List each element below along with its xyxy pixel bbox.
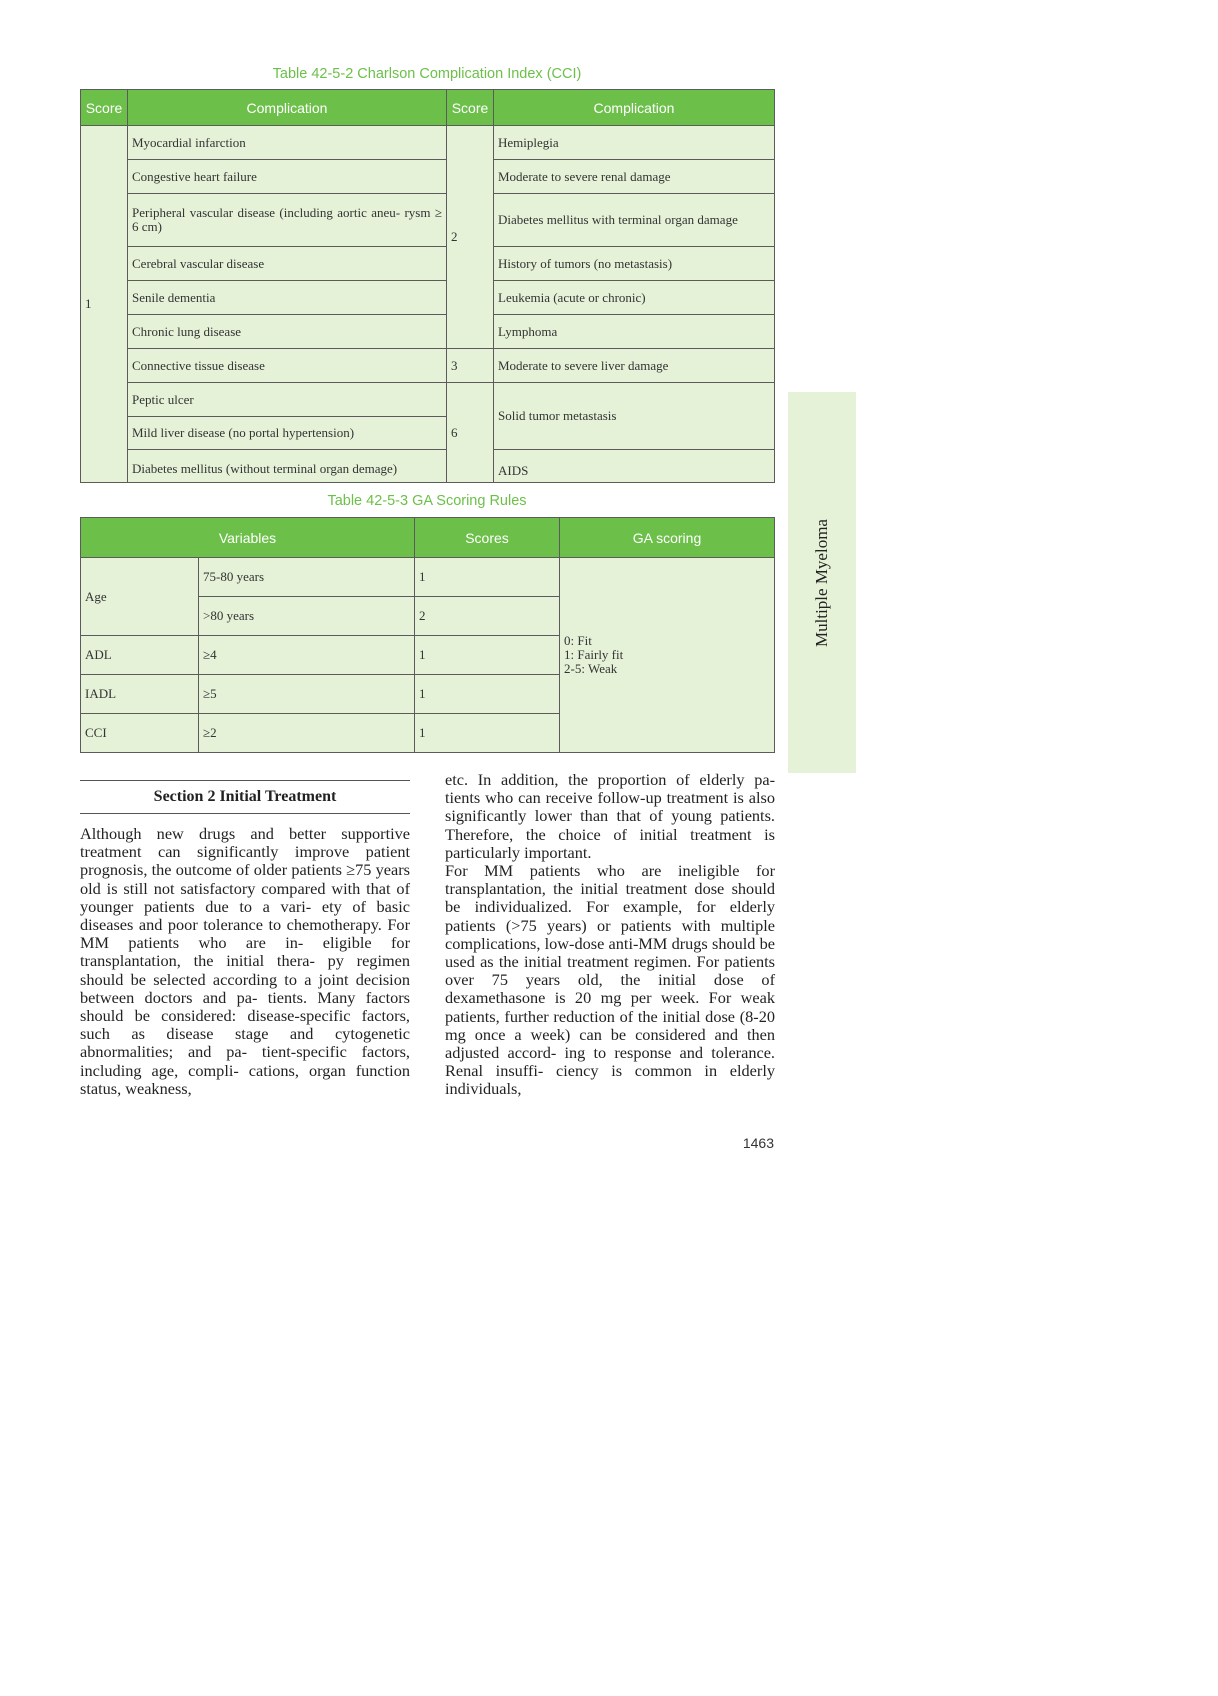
ga-table bbox=[80, 517, 775, 753]
ga-header-scores: Scores bbox=[415, 518, 560, 558]
cci-right-item: History of tumors (no metastasis) bbox=[494, 247, 775, 281]
cci-left-score-cell: 1 bbox=[81, 126, 128, 483]
ga-header-variables: Variables bbox=[81, 518, 415, 558]
cci-right-score-cell: 2 bbox=[447, 126, 494, 349]
cci-left-item: Cerebral vascular disease bbox=[128, 247, 447, 281]
body-paragraph: For MM patients who are ineligible for transplantation, the initial treatment dose should be individualized. For example, for elderly patients (>75 years) or patients with multiple complications, low-dose anti-MM drugs should be used as the initial treatment regimen. For patients over 75 years old, the initial dose of dexamethasone is 20 mg per week. For weak patients, further reduction of the initial dose (8-20 mg once a week) can be considered and then adjusted accord- ing to response and tolerance. Renal insuffi- ciency is common in elderly individuals, bbox=[445, 861, 775, 1099]
cci-right-item: Leukemia (acute or chronic) bbox=[494, 281, 775, 315]
cci-left-item: Congestive heart failure bbox=[128, 160, 447, 194]
ga-scoring-line: 1: Fairly fit bbox=[564, 647, 624, 662]
chapter-side-tab bbox=[788, 392, 856, 773]
ga-condition-cell: >80 years bbox=[199, 597, 415, 636]
cci-left-item: Diabetes mellitus (without terminal organ demage) bbox=[128, 450, 447, 483]
cci-right-item: Moderate to severe renal damage bbox=[494, 160, 775, 194]
cci-header-score-left: Score bbox=[81, 90, 128, 126]
ga-header-ga-scoring: GA scoring bbox=[560, 518, 775, 558]
cci-left-item: Chronic lung disease bbox=[128, 315, 447, 349]
ga-variable-cell: CCI bbox=[81, 714, 199, 753]
cci-table bbox=[80, 89, 775, 483]
chapter-side-tab-label: Multiple Myeloma bbox=[812, 518, 831, 647]
ga-scoring-cell bbox=[560, 558, 775, 753]
body-paragraph: Although new drugs and better supportive treatment can significantly improve patient prognosis, the outcome of older patients ≥75 years old is still not satisfactory compared with that of younger patients due to a vari- ety of basic diseases and poor tolerance to chemotherapy. For MM patients who are in- eligible for transplantation, the initial thera- py regimen should be selected according to a joint decision between doctors and pa- tients. Many factors should be considered: disease-specific factors, such as disease stage and cytogenetic abnormalities; and pa- tient-specific factors, including age, compli- cations, organ function status, weakness, bbox=[80, 824, 410, 1098]
body-paragraph: etc. In addition, the proportion of elderly pa- tients who can receive follow-up treatment is also significantly lower than that of young patients. Therefore, the choice of initial treatment is particularly important. bbox=[445, 770, 775, 862]
ga-condition-cell: ≥2 bbox=[199, 714, 415, 753]
cci-right-item: Diabetes mellitus with terminal organ damage bbox=[494, 194, 775, 247]
ga-score-cell: 1 bbox=[415, 636, 560, 675]
cci-header-complication-right: Complication bbox=[494, 90, 775, 126]
cci-header-score-right: Score bbox=[447, 90, 494, 126]
ga-table-title: Table 42-5-3 GA Scoring Rules bbox=[327, 493, 527, 509]
section-heading: Section 2 Initial Treatment bbox=[80, 780, 410, 814]
cci-right-item: Moderate to severe liver damage bbox=[494, 349, 775, 383]
ga-scoring-line: 0: Fit bbox=[564, 633, 592, 648]
cci-right-score-cell: 3 bbox=[447, 349, 494, 383]
ga-condition-cell: ≥5 bbox=[199, 675, 415, 714]
cci-right-score-cell: 6 bbox=[447, 383, 494, 483]
right-text-column bbox=[445, 771, 775, 1099]
cci-right-item: Solid tumor metastasis bbox=[494, 383, 775, 450]
cci-table-title: Table 42-5-2 Charlson Complication Index (CCI) bbox=[272, 66, 582, 82]
ga-score-cell: 2 bbox=[415, 597, 560, 636]
cci-left-item: Senile dementia bbox=[128, 281, 447, 315]
ga-score-cell: 1 bbox=[415, 714, 560, 753]
cci-header-complication-left: Complication bbox=[128, 90, 447, 126]
ga-variable-cell: IADL bbox=[81, 675, 199, 714]
cci-left-item: Peptic ulcer bbox=[128, 383, 447, 417]
ga-variable-cell: ADL bbox=[81, 636, 199, 675]
ga-score-cell: 1 bbox=[415, 558, 560, 597]
ga-score-cell: 1 bbox=[415, 675, 560, 714]
ga-condition-cell: ≥4 bbox=[199, 636, 415, 675]
ga-scoring-line: 2-5: Weak bbox=[564, 661, 618, 676]
cci-left-item: Myocardial infarction bbox=[128, 126, 447, 160]
cci-left-item: Peripheral vascular disease (including aortic aneu- rysm ≥ 6 cm) bbox=[128, 194, 447, 247]
cci-right-item: Lymphoma bbox=[494, 315, 775, 349]
left-text-column bbox=[80, 825, 410, 1098]
page-number: 1463 bbox=[742, 1135, 774, 1151]
ga-condition-cell: 75-80 years bbox=[199, 558, 415, 597]
cci-left-item: Connective tissue disease bbox=[128, 349, 447, 383]
cci-right-item: Hemiplegia bbox=[494, 126, 775, 160]
ga-variable-cell: Age bbox=[81, 558, 199, 636]
cci-right-item: AIDS bbox=[494, 450, 775, 483]
cci-left-item: Mild liver disease (no portal hypertension) bbox=[128, 417, 447, 450]
